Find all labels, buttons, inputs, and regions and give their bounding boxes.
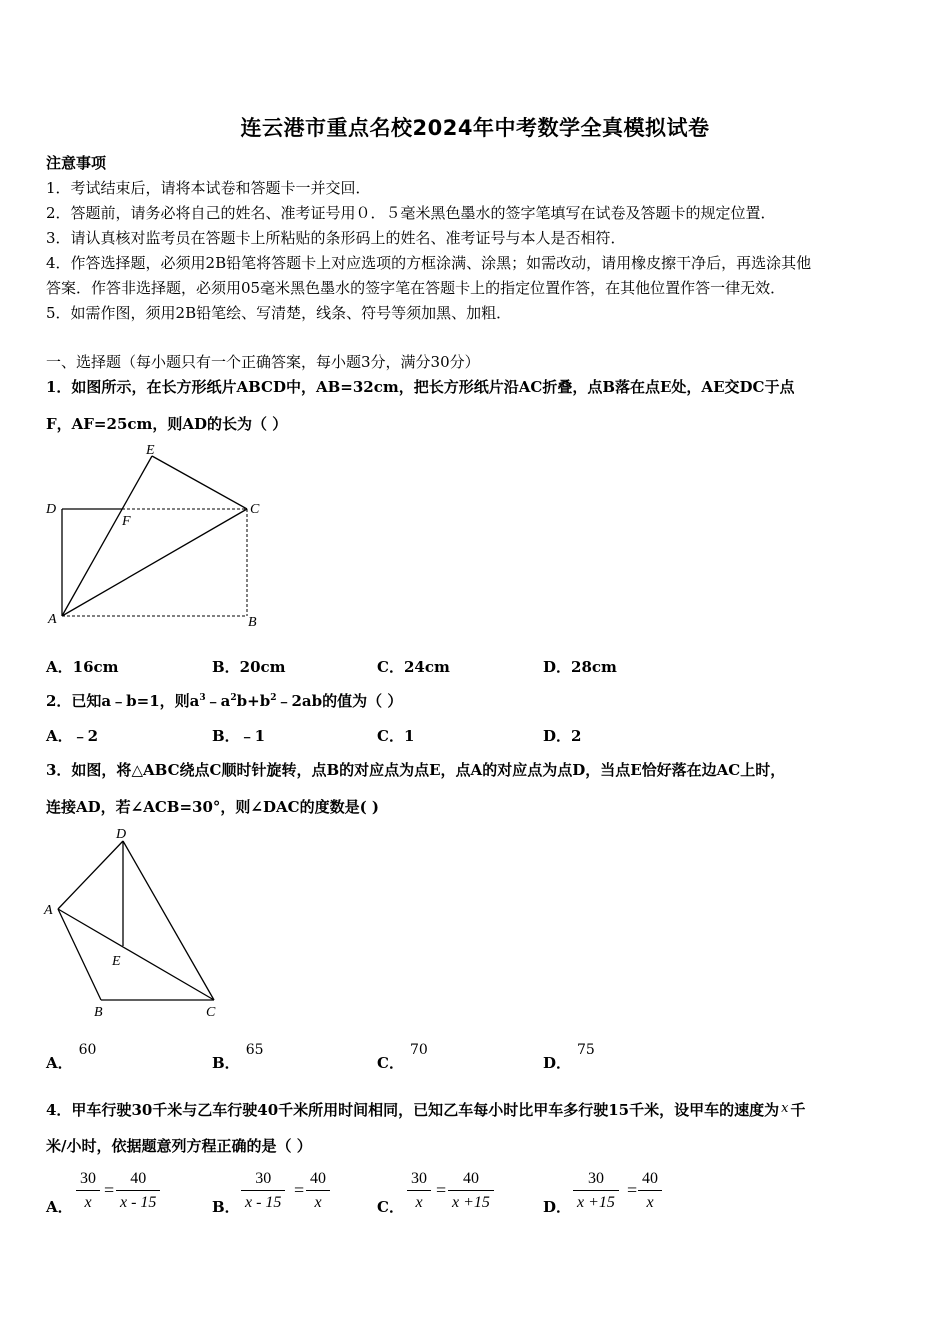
- q4-option-a[interactable]: A．: [46, 1198, 73, 1216]
- q4-b-right-fraction: $\frac{40}{x}$: [306, 1168, 330, 1215]
- q3-label-b: B: [94, 1005, 103, 1020]
- q1-label-a: A: [48, 612, 57, 627]
- notice-item: 答案．作答非选择题，必须用05毫米黑色墨水的签字笔在答题卡上的指定位置作答，在其他位置作答一律无效．: [46, 279, 786, 297]
- q3-label-c: C: [206, 1005, 216, 1020]
- page-title: 连云港市重点名校2024年中考数学全真模拟试卷: [240, 116, 710, 140]
- q1-stem-line2: F，AF=25cm，则AD的长为（ ）: [46, 415, 288, 433]
- notice-item: 3．请认真核对监考员在答题卡上所粘贴的条形码上的姓名、准考证号与本人是否相符．: [46, 229, 626, 247]
- q4-option-b[interactable]: B．: [212, 1198, 240, 1216]
- q3-label-a: A: [44, 903, 53, 918]
- q4-a-equals: =: [104, 1180, 115, 1200]
- q3-label-d: D: [116, 827, 127, 842]
- q2-option-c[interactable]: C．1: [377, 727, 415, 745]
- q4-option-c[interactable]: C．: [377, 1198, 404, 1216]
- q4-c-equals: =: [436, 1180, 447, 1200]
- q1-option-c[interactable]: C．24cm: [377, 658, 450, 676]
- q3-option-a[interactable]: A．60: [46, 1042, 97, 1072]
- q1-label-f: F: [122, 514, 131, 529]
- notice-item: 2．答题前，请务必将自己的姓名、准考证号用０．５毫米黑色墨水的签字笔填写在试卷及答题卡的规定位置．: [46, 204, 776, 222]
- q4-c-right-fraction: $\frac{40}{x +15}$: [448, 1168, 494, 1215]
- q4-d-right-fraction: $\frac{40}{x}$: [638, 1168, 662, 1215]
- q4-a-left-fraction: $\frac{30}{x}$: [76, 1168, 100, 1215]
- q1-figure: [40, 440, 270, 632]
- q2-option-d[interactable]: D．2: [543, 727, 582, 745]
- section-heading: 一、选择题（每小题只有一个正确答案，每小题3分，满分30分）: [46, 353, 480, 371]
- q1-stem-line1: 1．如图所示，在长方形纸片ABCD中，AB=32cm，把长方形纸片沿AC折叠，点B落在点E处，AE交DC于点: [46, 378, 795, 396]
- q1-label-c: C: [250, 502, 260, 517]
- q3-label-e: E: [112, 954, 121, 969]
- q4-stem-line1: 4．甲车行驶30千米与乙车行驶40千米所用时间相同，已知乙车每小时比甲车多行驶15千米，设甲车的速度为 x 千: [46, 1101, 806, 1119]
- q1-label-b: B: [248, 615, 257, 630]
- notice-item: 1．考试结束后，请将本试卷和答题卡一并交回．: [46, 179, 371, 197]
- q4-b-equals: =: [294, 1180, 305, 1200]
- q3-option-d[interactable]: D．75: [543, 1042, 595, 1072]
- q2-option-b[interactable]: B．﹣1: [212, 727, 266, 745]
- q3-option-b[interactable]: B．65: [212, 1042, 264, 1072]
- q3-figure: [40, 822, 230, 1024]
- q4-option-d[interactable]: D．: [543, 1198, 572, 1216]
- q3-stem-line1: 3．如图，将△ABC绕点C顺时针旋转，点B的对应点为点E，点A的对应点为点D，当点E恰好落在边AC上时，: [46, 761, 786, 779]
- q1-option-a[interactable]: A．16cm: [46, 658, 119, 676]
- notice-item: 5．如需作图，须用2B铅笔绘、写清楚，线条、符号等须加黑、加粗．: [46, 304, 512, 322]
- q4-stem-line2: 米/小时，依据题意列方程正确的是（ ）: [46, 1137, 312, 1155]
- q4-c-left-fraction: $\frac{30}{x}$: [407, 1168, 431, 1215]
- notice-heading: 注意事项: [46, 154, 107, 172]
- q2-option-a[interactable]: A．﹣2: [46, 727, 99, 745]
- q3-stem-line2: 连接AD，若∠ACB=30°，则∠DAC的度数是( ): [46, 798, 379, 816]
- q1-option-b[interactable]: B．20cm: [212, 658, 286, 676]
- q4-a-right-fraction: $\frac{40}{x - 15}$: [116, 1168, 160, 1215]
- q2-stem: 2．已知a﹣b=1，则$a^3﹣a^2b+b^2﹣2ab$的值为（ ）: [46, 692, 403, 710]
- q1-label-e: E: [146, 443, 155, 458]
- q1-option-d[interactable]: D．28cm: [543, 658, 617, 676]
- q1-label-d: D: [46, 502, 57, 517]
- q4-b-left-fraction: $\frac{30}{x - 15}$: [241, 1168, 285, 1215]
- q3-option-c[interactable]: C．70: [377, 1042, 428, 1072]
- notice-item: 4．作答选择题，必须用2B铅笔将答题卡上对应选项的方框涂满、涂黑；如需改动，请用橡皮擦干净后，再选涂其他: [46, 254, 812, 272]
- q4-d-left-fraction: $\frac{30}{x +15}$: [573, 1168, 619, 1215]
- q4-d-equals: =: [627, 1180, 638, 1200]
